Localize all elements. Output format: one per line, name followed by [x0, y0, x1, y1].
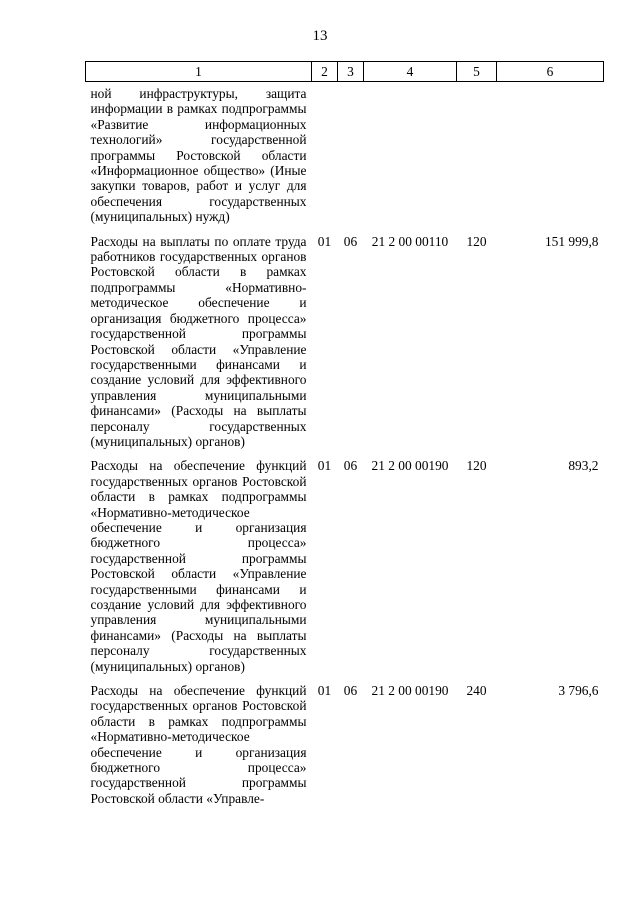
row-expense-type: 240 [466, 683, 487, 699]
row-description: Расходы на обеспечение функций государственных органов Ростовской области в рамках подпрограммы «Нормативно-методическое обеспечение и организация бюджетного процесса» государственной программы Ростовской области «Управление государственными финансами и создание условий для эффективного управления муниципальными финансами» (Расходы на выплаты персоналу государственных (муниципальных) органов) [90, 458, 307, 674]
row-target-article: 21 2 00 00190 [371, 458, 449, 474]
row-amount: 893,2 [568, 458, 599, 474]
row-description: ной инфраструктуры, защита информации в рамках подпрограммы «Развитие информационных технологий» государственной программы Ростовской области «Информационное общество» (Иные закупки товаров, работ и услуг для обеспечения государственных (муниципальных) нужд) [90, 86, 307, 225]
row-subsection: 06 [343, 683, 358, 699]
row-description: Расходы на обеспечение функций государственных органов Ростовской области в рамках подпрограммы «Нормативно-методическое обеспечение и организация бюджетного процесса» государственной программы Ростовской области «Управле- [90, 683, 307, 806]
row-target-article: 21 2 00 00190 [371, 683, 449, 699]
row-amount: 151 999,8 [544, 233, 599, 249]
row-description: Расходы на выплаты по оплате труда работников государственных органов Ростовской области в рамках подпрограммы «Нормативно-методическое обеспечение и организация бюджетного процесса» государственной программы Ростовской области «Управление государственными финансами и создание условий для эффективного управления муниципальными финансами» (Расходы на выплаты персоналу государственных (муниципальных) органов) [90, 233, 307, 449]
table-header [86, 62, 604, 82]
header-col-6: 6 [497, 62, 604, 82]
row-target-article [364, 82, 457, 225]
budget-table [85, 61, 604, 806]
row-section: 01 [317, 458, 332, 474]
table-body [86, 82, 604, 807]
header-col-2: 2 [312, 62, 338, 82]
row-subsection: 06 [343, 233, 358, 249]
row-expense-type: 120 [466, 458, 487, 474]
row-section [312, 82, 338, 225]
row-amount: 3 796,6 [558, 683, 599, 699]
header-col-4: 4 [364, 62, 457, 82]
table-row [86, 449, 604, 674]
row-section: 01 [317, 683, 332, 699]
table-row [86, 674, 604, 806]
row-expense-type [457, 82, 497, 225]
row-target-article: 21 2 00 00110 [371, 233, 449, 249]
header-col-1: 1 [86, 62, 312, 82]
table-row [86, 225, 604, 450]
table-row [86, 82, 604, 225]
row-subsection: 06 [343, 458, 358, 474]
header-col-3: 3 [338, 62, 364, 82]
row-section: 01 [317, 233, 332, 249]
header-col-5: 5 [457, 62, 497, 82]
row-expense-type: 120 [466, 233, 487, 249]
row-subsection [338, 82, 364, 225]
page-number: 13 [312, 28, 328, 44]
row-amount [497, 82, 604, 225]
